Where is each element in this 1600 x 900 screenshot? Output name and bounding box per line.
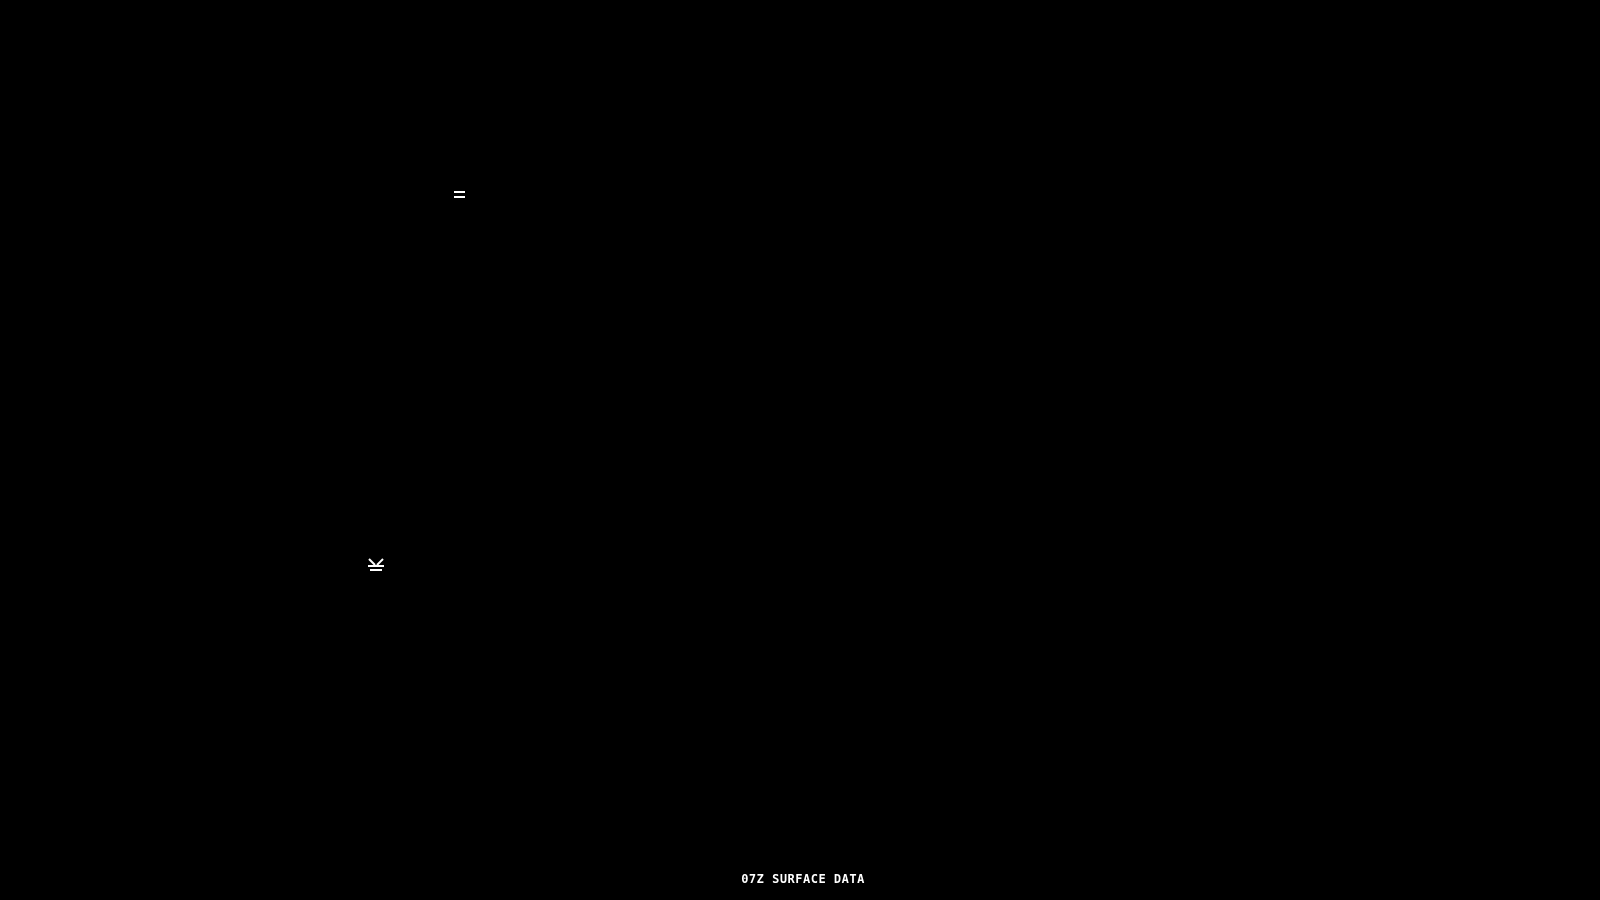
mist-weather-symbol [454,191,465,198]
mist-symbol-top-bar [454,191,465,193]
station-weather-symbol [367,558,385,573]
map-caption: 07Z SURFACE DATA [741,872,865,886]
mist-symbol-bottom-bar [454,196,465,198]
